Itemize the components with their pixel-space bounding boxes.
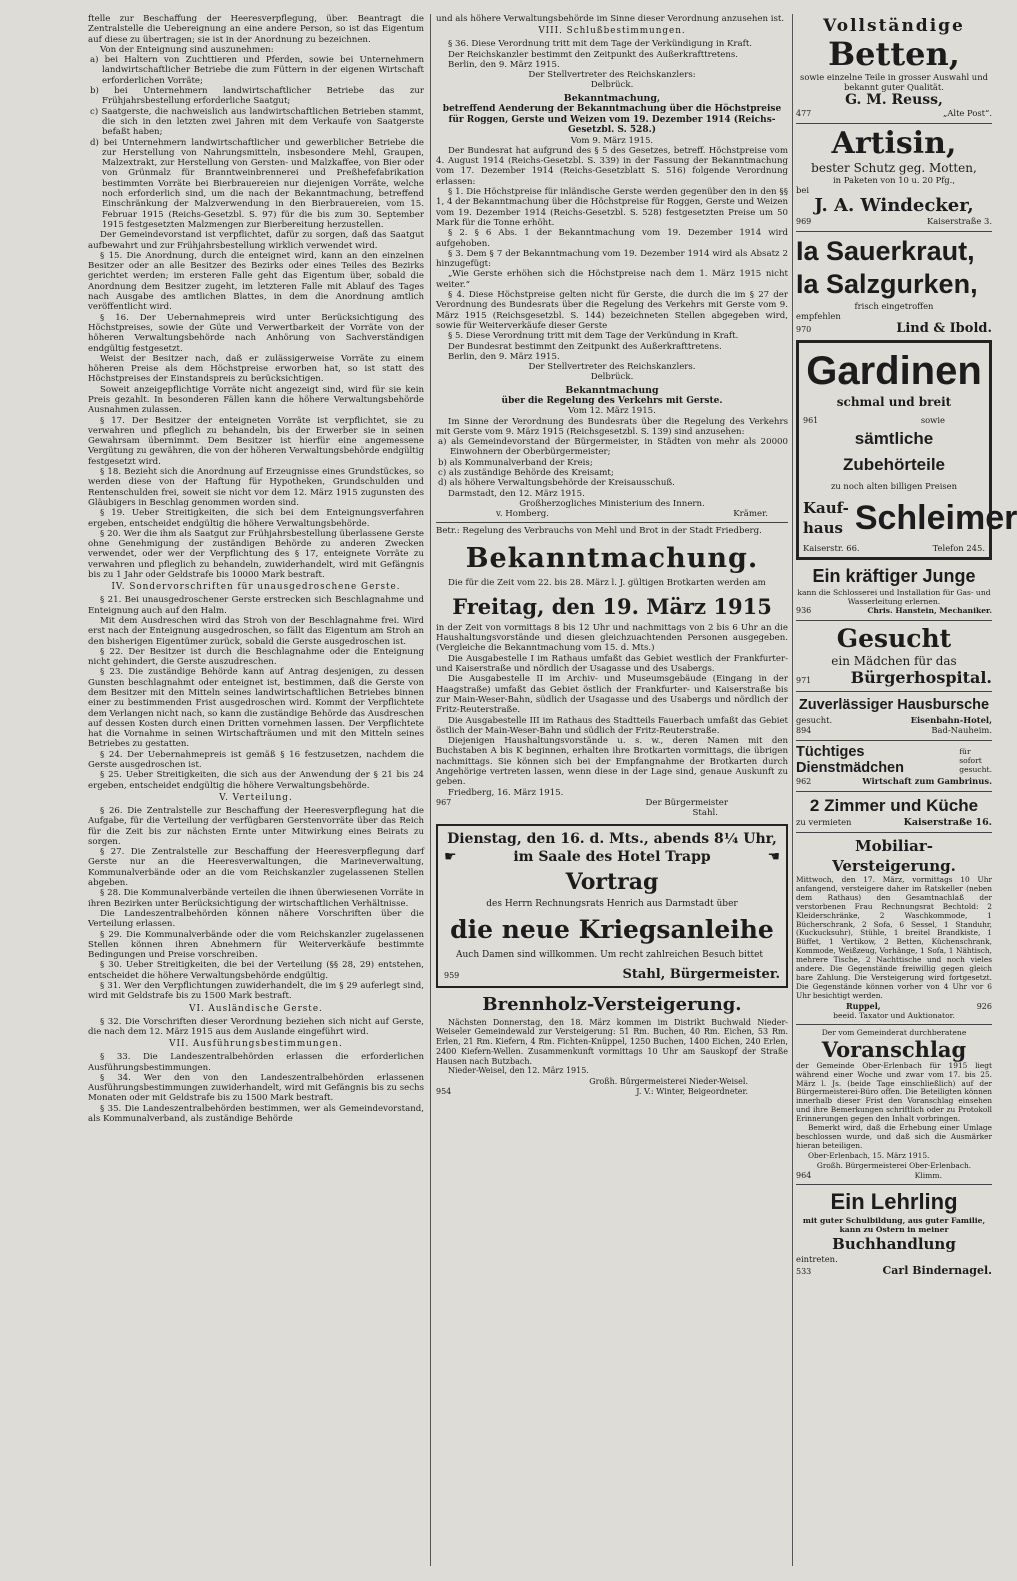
paragraph: § 35. Die Landeszentralbehörden bestimmen, wer als Gemeindevorstand, als Kommunalverband, als zuständige Behörde bbox=[88, 1103, 424, 1124]
lecture-topic: die neue Kriegsanleihe bbox=[450, 915, 774, 945]
signature: Stahl. bbox=[692, 807, 718, 818]
paragraph: Im Sinne der Verordnung des Bundesrats über die Regelung des Verkehrs mit Gerste vom 9. März 1915 (Reichsgesetzbl. S. 139) sind anzusehen: bbox=[436, 416, 788, 437]
ad-address: „Alte Post“. bbox=[943, 108, 992, 118]
ad-firm-row bbox=[803, 497, 1017, 539]
ad-firm: Wirtschaft zum Gambrinus. bbox=[862, 776, 992, 786]
ad-firm-prefix-line: haus bbox=[803, 519, 843, 537]
ad-number: 477 bbox=[796, 109, 812, 118]
paragraph: Weist der Besitzer nach, daß er zulässigerweise Vorräte zu einem höheren Preise als dem Höchstpreise erworben hat, so ist statt des Höchstpreises der Einstandspreis zu berücksichtigen. bbox=[88, 353, 424, 385]
paragraph: § 2. § 6 Abs. 1 der Bekanntmachung vom 19. Dezember 1914 wird aufgehoben. bbox=[436, 228, 788, 249]
signature-title: Der Bürgermeister bbox=[645, 797, 728, 808]
column-rule-1 bbox=[430, 14, 431, 1566]
ad-footer bbox=[796, 1264, 992, 1277]
paragraph: § 16. Der Uebernahmepreis wird unter Berücksichtigung des Höchstpreises, sowie der Güte und Verwertbarkeit der Vorräte von der höheren Verwaltungsbehörde nach Anhörung von Sachverständigen endgültig festgesetzt. bbox=[88, 312, 424, 354]
paragraph: Auch Damen sind willkommen. Um recht zahlreichen Besuch bittet bbox=[456, 950, 764, 961]
list-item: b) als Kommunalverband der Kreis; bbox=[438, 457, 593, 468]
paragraph: Der Reichskanzler bestimmt den Zeitpunkt des Außerkrafttretens. bbox=[448, 49, 739, 60]
ad-number: 969 bbox=[796, 217, 812, 226]
ad-title: Ein kräftiger Junge bbox=[812, 566, 976, 586]
ad-number: 967 bbox=[436, 797, 452, 807]
paragraph: Die Landeszentralbehörden können nähere Vorschriften über die Verteilung erlassen. bbox=[88, 908, 424, 930]
paragraph: und als höhere Verwaltungsbehörde im Sinne dieser Verordnung anzusehen ist. bbox=[436, 14, 785, 24]
divider bbox=[796, 1184, 992, 1185]
ad-footer bbox=[796, 817, 992, 828]
paragraph: § 19. Ueber Streitigkeiten, die sich bei dem Enteignungsverfahren ergeben, entscheidet endgültig die höhere Verwaltungsbehörde. bbox=[88, 508, 424, 529]
paragraph: Der Gemeindevorstand ist verpflichtet, dafür zu sorgen, daß das Saatgut aufbewahrt und zur Frühjahrsbestellung wirklich verwendet wird. bbox=[88, 230, 424, 251]
column-3-ads bbox=[796, 14, 1017, 1566]
paragraph: Der Bundesrat bestimmt den Zeitpunkt des Außerkrafttretens. bbox=[448, 341, 722, 352]
signature: Delbrück. bbox=[590, 372, 634, 383]
notice-title: Bekanntmachung, bbox=[563, 92, 661, 104]
ad-betten bbox=[796, 16, 992, 119]
paragraph: § 3. Dem § 7 der Bekanntmachung vom 19. Dezember 1914 wird als Absatz 2 hinzugefügt: bbox=[436, 248, 788, 270]
ad-footer bbox=[796, 216, 992, 227]
ad-text: mit guter Schulbildung, aus guter Familie, kann zu Ostern in meiner bbox=[802, 1216, 986, 1235]
list-item: a) als Gemeindevorstand der Bürgermeister, in Städten von mehr als 20000 Einwohnern der Oberbürgermeister; bbox=[438, 437, 788, 458]
section-heading: VII. Ausführungsbestimmungen. bbox=[169, 1039, 343, 1050]
section-heading: IV. Sondervorschriften für unausgedroschene Gerste. bbox=[111, 582, 401, 593]
paragraph: § 1. Die Höchstpreise für inländische Gerste werden gegenüber den in den §§ 1, 4 der Bekanntmachung über die Höchstpreise für Roggen, Gerste und Weizen vom 19. Dezember 1914 (Reichs-Gesetzbl. S. 528) festgesetzten Preise um 50 Mark für die Tonne erhöht. bbox=[436, 187, 788, 228]
paragraph: § 22. Der Besitzer ist durch die Beschlagnahme oder die Enteignung nicht gehindert, die Gerste auszudreschen. bbox=[88, 646, 424, 668]
ad-text: empfehlen bbox=[796, 311, 841, 321]
lecture-title: Vortrag bbox=[565, 869, 659, 896]
paragraph: § 29. Die Kommunalverbände oder die vom Reichskanzler zugelassenen Stellen können ihren Abnehmern für Weiterverkäufe bestimmte Bedingungen und Preise vorschreiben. bbox=[88, 929, 424, 961]
ad-footer bbox=[803, 543, 985, 553]
notice-headline: Bekanntmachung. bbox=[465, 542, 759, 574]
paragraph: „Wie Gerste erhöhen sich die Höchstpreise nach dem 1. März 1915 nicht weiter.“ bbox=[436, 269, 788, 290]
signature-title: Der Stellvertreter des Reichskanzlers. bbox=[528, 362, 696, 373]
divider bbox=[796, 1024, 992, 1025]
ad-row bbox=[796, 715, 992, 725]
ad-number: 926 bbox=[976, 1001, 992, 1011]
ad-text: sowie bbox=[920, 415, 945, 425]
ad-zimmer bbox=[796, 795, 992, 828]
column-1 bbox=[88, 14, 424, 1566]
ad-title: Tüchtiges Dienstmädchen bbox=[796, 744, 904, 776]
ad-footer bbox=[796, 321, 992, 336]
ad-footer bbox=[796, 668, 992, 687]
ad-title: Betten, bbox=[828, 35, 960, 73]
ad-gesucht bbox=[796, 624, 992, 687]
ad-dienstmaedchen bbox=[796, 744, 992, 787]
ad-text: der Gemeinde Ober-Erlenbach für 1915 liegt während einer Woche und zwar vom 17. bis 25. März l. Js. (beide Tage einschließlich) auf der Bürgermeisterei-Büro offen. Die Beteiligten können innerhalb dieser Frist den Voranschlag einsehen und ihre Bemerkungen schriftlich oder zu Protokoll Erinnerungen gegen den Inhalt vorbringen. bbox=[796, 1060, 992, 1124]
ad-title: Ia Sauerkraut, bbox=[796, 236, 975, 266]
ad-text: bester Schutz geg. Motten, bbox=[811, 161, 977, 175]
ad-phone: Telefon 245. bbox=[932, 543, 985, 553]
ad-text: Bemerkt wird, daß die Erhebung einer Umlage beschlossen wurde, und daß sich die Ausmärker hieran beteiligen. bbox=[796, 1123, 992, 1150]
ad-address: Kaiserstraße 3. bbox=[926, 216, 992, 226]
ad-firm: Carl Bindernagel. bbox=[882, 1264, 992, 1278]
ad-firm: Bürgerhospital. bbox=[850, 668, 992, 687]
ad-footer bbox=[796, 1171, 992, 1180]
paragraph: § 27. Die Zentralstelle zur Beschaffung der Heeresverpflegung darf Gerste nur an die Heeresverwaltungen, die Marineverwaltung, Kommunalverbände oder an die vom Reichskanzler zugelassenen Stellen abgeben. bbox=[88, 847, 424, 889]
notice-date-headline: Freitag, den 19. März 1915 bbox=[452, 593, 772, 619]
paragraph: Die Ausgabestelle III im Rathaus des Stadtteils Fauerbach umfaßt das Gebiet östlich der Main-Weser-Bahn und südlich der Fritz-Reuterstraße. bbox=[436, 715, 788, 736]
paragraph: Der Bundesrat hat aufgrund des § 5 des Gesetzes, betreff. Höchstpreise vom 4. August 1914 (Reichs-Gesetzbl. S. 339) in der Fassung der Bekanntmachung vom 17. Dezember 1914 (Reichs-Gesetzblatt S. 516) folgende Verordnung erlassen: bbox=[436, 145, 788, 187]
paragraph: Mit dem Ausdreschen wird das Stroh von der Beschlagnahme frei. Wird erst nach der Enteignung ausgedroschen, so fällt das Eigentum am Stroh an den bisherigen Eigentümer zurück, sobald die Gerste ausgedroschen ist. bbox=[88, 615, 424, 647]
ad-text: Ober-Erlenbach, 15. März 1915. bbox=[808, 1150, 930, 1160]
pointing-hand-icon: ☚ bbox=[767, 849, 780, 866]
ad-hausbursche bbox=[796, 695, 992, 736]
ad-title: Ia Salzgurken, bbox=[796, 269, 978, 299]
section-heading: V. Verteilung. bbox=[219, 792, 293, 803]
lecture-speaker: des Herrn Rechnungsrats Henrich aus Darmstadt über bbox=[486, 899, 738, 910]
ad-text: für sofort gesucht. bbox=[959, 746, 993, 774]
divider bbox=[796, 791, 992, 792]
ad-text: zu vermieten bbox=[796, 817, 852, 827]
ad-firm-prefix-line: Kauf- bbox=[803, 499, 849, 517]
ad-address: Kaiserstr. 66. bbox=[803, 543, 860, 553]
ad-text: zu noch alten billigen Preisen bbox=[830, 481, 958, 491]
paragraph: § 21. Bei unausgedroschener Gerste erstrecken sich Beschlagnahme und Enteignung auch auf den Halm. bbox=[88, 595, 424, 616]
ad-title: Gardinen bbox=[806, 349, 982, 393]
ad-firm: Klimm. bbox=[914, 1171, 942, 1181]
ad-number: 936 bbox=[796, 606, 812, 615]
ad-title: Mobiliar-Versteigerung. bbox=[832, 837, 956, 875]
column-rule-2 bbox=[792, 14, 793, 1566]
paragraph: § 4. Diese Höchstpreise gelten nicht für Gerste, die durch die im § 27 der Verordnung des Bundesrats über die Regelung des Verkehrs mit Gerste vom 9. März 1915 (Reichsgesetzbl. S. 144) bezeichneten Stellen abgegeben wird, sowie für Weiterverkäufe dieser Gerste bbox=[436, 290, 788, 331]
divider bbox=[796, 231, 992, 232]
ad-subtitle: schmal und breit bbox=[836, 395, 952, 409]
paragraph: § 15. Die Anordnung, durch die enteignet wird, kann an den einzelnen Besitzer oder an alle Besitzer des Bezirks oder eines Teiles des Bezirks gerichtet werden; im ersteren Falle geht das Eigentum über, sobald die Anordnung dem Besitzer zugeht, im letzteren Falle mit Ablauf des Tages nach Ausgabe des amtlichen Blattes, in dem die Anordnung amtlich veröffentlicht wird. bbox=[88, 250, 424, 313]
paragraph: Die für die Zeit vom 22. bis 28. März l. J. gültigen Brotkarten werden am bbox=[448, 577, 766, 588]
ad-lehrling bbox=[796, 1188, 992, 1277]
ad-firm-prefix bbox=[803, 498, 849, 538]
ad-number: 962 bbox=[796, 777, 812, 786]
ad-firm: Lind & Ibold. bbox=[896, 321, 992, 336]
ad-junge bbox=[796, 564, 992, 616]
notice-date: Vom 12. März 1915. bbox=[568, 406, 656, 417]
ad-number: 970 bbox=[796, 325, 812, 334]
ad-number: 961 bbox=[803, 416, 819, 425]
divider bbox=[796, 691, 992, 692]
paragraph: § 24. Der Uebernahmepreis ist gemäß § 16 festzusetzen, nachdem die Gerste ausgedroschen ist. bbox=[88, 749, 424, 771]
paragraph: Nächsten Donnerstag, den 18. März kommen im Distrikt Buchwald Nieder-Weiseler Gemeindewald zur Versteigerung: 51 Rm. Buchen, 40 Rm. Eichen, 53 Rm. Erlen, 21 Rm. Kiefern, 4 Rm. Fichten-Knüppel, 1250 Buchen, 1400 Eichen, 240 Erlen, 2400 Kiefern-Wellen. Zusammenkunft vormittags 10 Uhr am Sauskopf der Straße Hausen nach Butzbach. bbox=[436, 1017, 788, 1066]
ad-firm: Ruppel, bbox=[846, 1000, 881, 1011]
signature-row bbox=[444, 967, 780, 982]
ad-footer bbox=[796, 776, 992, 787]
ad-sauerkraut bbox=[796, 235, 992, 336]
section-heading: VI. Ausländische Gerste. bbox=[189, 1003, 323, 1014]
notice-title: Bekanntmachung bbox=[565, 384, 659, 396]
ad-title: Ein Lehrling bbox=[830, 1189, 958, 1215]
paragraph: § 31. Wer den Verpflichtungen zuwiderhandelt, die im § 29 auferlegt sind, wird mit Geldstrafe bis zu 1500 Mark bestraft. bbox=[88, 981, 424, 1002]
ad-address: Kaiserstraße 16. bbox=[903, 817, 992, 828]
date-line: Berlin, den 9. März 1915. bbox=[448, 59, 560, 70]
ad-text: Mittwoch, den 17. März, vormittags 10 Uhr anfangend, versteigere daher im Ratskeller (neben dem Rathaus) den Gesamtnachlaß der verstorbenen Frau Rechnungsrat Bechtold: 2 Kleiderschränke, 2 Waschkommode, 1 Bücherschrank, 2 Sofa, 6 Sessel, 1 Standuhr, (Kuckucksuhr), Stühle, 1 breitel Brandkiste, 1 Büffet, 1 Vertikow, 2 Betten, Küchenschrank, Kommode, Weißzeug, Vorhänge, 1 Sofa, 1 Nähtisch, mehrere Tische, 2 Nachttische und noch vieles andere. Die Gegenstände freiwillig gegen gleich bare Zahlung. Die Versteigerung wird fortgesetzt. Die Gegenstände können vorher von 4 Uhr vor 6 Uhr besichtigt werden. bbox=[796, 875, 992, 1000]
list-item: b) bei Unternehmern landwirtschaftlicher Betriebe das zur Frühjahrsbestellung erforderliche Saatgut; bbox=[90, 86, 424, 107]
column-2 bbox=[436, 14, 788, 1566]
paragraph: § 20. Wer die ihm als Saatgut zur Frühjahrsbestellung überlassene Gerste ohne Genehmigung der zuständigen Behörde zu anderen Zwecken verwendet, oder wer der Verpflichtung des § 17, enteignete Vorräte zu verwahren und pfleglich zu behandeln, zuwiderhandelt, wird mit Gefängnis bis zu 1 Jahr oder Geldstrafe bis 10000 Mark bestraft. bbox=[88, 528, 424, 581]
ad-number: 964 bbox=[796, 1171, 812, 1181]
paragraph: in der Zeit von vormittags 8 bis 12 Uhr und nachmittags von 2 bis 6 Uhr an die Haushaltungsvorstände und diesen gleichzuachtenden Personen ausgegeben. (Vergleiche die Bekanntmachung vom 15. d. Mts.) bbox=[436, 622, 788, 654]
signature: v. Homberg. bbox=[496, 509, 550, 520]
list-item: d) als höhere Verwaltungsbehörde der Kreisausschuß. bbox=[438, 478, 675, 489]
ad-firm: Schleimer bbox=[854, 499, 1017, 537]
ad-number: 971 bbox=[796, 676, 812, 685]
paragraph: Diejenigen Haushaltungsvorstände u. s. w., deren Namen mit den Buchstaben A bis K beginnen, erhalten ihre Brotkarten vormittags, die übrigen nachmittags. Sie können sich bei der Empfangnahme der Brotkarten durch Angehörige vertreten lassen, wenn diese in der Lage sind, genaue Auskunft zu geben. bbox=[436, 736, 788, 788]
notice-subtitle: über die Regelung des Verkehrs mit Gerste. bbox=[501, 396, 723, 406]
list-item: c) Saatgerste, die nachweislich aus landwirtschaftlichen Betrieben stammt, die sich in den letzten zwei Jahren mit dem Verkaufe von Saatgerste befaßt haben; bbox=[90, 106, 424, 138]
divider bbox=[796, 620, 992, 621]
ad-text: ein Mädchen für das bbox=[831, 654, 957, 668]
ad-text: Der vom Gemeinderat durchberatene bbox=[821, 1027, 967, 1037]
ad-mobiliar bbox=[796, 836, 992, 1020]
divider bbox=[436, 522, 788, 523]
ad-subtitle: Buchhandlung bbox=[832, 1235, 956, 1254]
ad-number: 533 bbox=[796, 1267, 812, 1277]
paragraph: § 34. Wer den von den Landeszentralbehörden erlassenen Ausführungsbestimmungen zuwiderhandelt, wird mit Gefängnis bis zu sechs Monaten oder mit Geldstrafe bis zu 1500 Mark bestraft. bbox=[88, 1072, 424, 1104]
auction-title: Brennholz-Versteigerung. bbox=[482, 993, 742, 1015]
signature-row bbox=[436, 798, 788, 808]
ad-text: sämtliche Zubehörteile bbox=[842, 429, 945, 474]
signature: Krämer. bbox=[733, 509, 768, 520]
list-item: c) als zuständige Behörde des Kreisamt; bbox=[438, 468, 614, 479]
paragraph: § 25. Ueber Streitigkeiten, die sich aus der Anwendung der § 21 bis 24 ergeben, entscheidet endgültig die höhere Verwaltungsbehörde. bbox=[88, 770, 424, 791]
date-line: Nieder-Weisel, den 12. März 1915. bbox=[448, 1066, 589, 1076]
paragraph: § 30. Ueber Streitigkeiten, die bei der Verteilung (§§ 28, 29) entstehen, entscheidet die höhere Verwaltungsbehörde endgültig. bbox=[88, 960, 424, 981]
paragraph: § 33. Die Landeszentralbehörden erlassen die erforderlichen Ausführungsbestimmungen. bbox=[88, 1052, 424, 1073]
ad-footer bbox=[796, 108, 992, 119]
paragraph: § 18. Bezieht sich die Anordnung auf Erzeugnisse eines Grundstückes, so werden diese von der Haftung für Hypotheken, Grundschulden und Rentenschulden frei, soweit sie nicht vor dem 12. März 1915 zugunsten des Gläubigers in Beschlag genommen worden sind. bbox=[88, 467, 424, 508]
date-line: Friedberg, 16. März 1915. bbox=[448, 787, 564, 798]
paragraph: Die Ausgabestelle II im Archiv- und Museumsgebäude (Eingang in der Haagstraße) umfaßt das Gebiet östlich der Frankfurter- und Kaiserstraße bis zur Main-Weser-Bahn, südlich der Usagasse und des Usabergs und nördlich der Fritz-Reuterstraße. bbox=[436, 674, 788, 716]
list-item: d) bei Unternehmern landwirtschaftlicher und gewerblicher Betriebe die zur Herstellung von Nahrungsmitteln, insbesondere Mehl, Graupen, Malzextrakt, zur Herstellung von Gersten- und Malzkaffee, von Bier oder von Grünmalz für Branntweinbrennerei und Preßhefefabrikation bestimmten Vorräte bei Bierbrauereien nur diejenigen Vorräte, welche noch erforderlich sind, um die nach der Bekanntmachung, betreffend Einschränkung der Malzverwendung in den Bierbrauereien, vom 15. Februar 1915 (Reichs-Gesetzbl. S. 97) für die bis zum 30. September 1915 festgesetzten Malzmengen zur Bierbereitung herzustellen. bbox=[90, 137, 424, 230]
signature-title: Der Stellvertreter des Reichskanzlers: bbox=[528, 70, 696, 81]
lecture-place: im Saale des Hotel Trapp bbox=[513, 849, 711, 866]
signature: Stahl, Bürgermeister. bbox=[622, 966, 780, 982]
divider bbox=[796, 123, 992, 124]
ad-text: eintreten. bbox=[796, 1254, 838, 1265]
paragraph: Soweit anzeigepflichtige Vorräte nicht angezeigt sind, wird für sie kein Preis gezahlt. In besonderen Fällen kann die höhere Verwaltungsbehörde Ausnahmen zulassen. bbox=[88, 384, 424, 416]
ad-pretitle: Vollständige bbox=[823, 16, 965, 36]
ad-number: 894 bbox=[796, 726, 812, 735]
ad-title: Zuverlässiger Hausbursche bbox=[798, 697, 990, 713]
paragraph: § 17. Der Besitzer der enteigneten Vorräte ist verpflichtet, sie zu verwahren und pfleglich zu behandeln, bis der Erwerber sie in seinen Gewahrsam übernimmt. Dem Besitzer ist hierfür eine angemessene Vergütung zu gewähren, die von der höheren Verwaltungsbehörde endgültig festgesetzt wird. bbox=[88, 415, 424, 467]
lecture-place-row bbox=[444, 849, 780, 865]
notice-date: Vom 9. März 1915. bbox=[570, 135, 654, 146]
ad-firm: J. A. Windecker, bbox=[814, 195, 974, 216]
paragraph: Von der Enteignung sind auszunehmen: bbox=[100, 44, 274, 55]
signature-row bbox=[436, 1087, 788, 1096]
ad-title-row bbox=[796, 744, 992, 776]
signature-row bbox=[436, 509, 788, 519]
paragraph: § 5. Diese Verordnung tritt mit dem Tage der Verkündung in Kraft. bbox=[448, 331, 739, 342]
date-line: Berlin, den 9. März 1915. bbox=[448, 351, 560, 362]
ad-row bbox=[803, 415, 985, 426]
ad-text: kann die Schlosserei und Installation für Gas- und Wasserleitung erlernen. bbox=[797, 588, 991, 606]
lecture-ad bbox=[436, 824, 788, 987]
ad-footer bbox=[796, 1001, 992, 1011]
paragraph: § 36. Diese Verordnung tritt mit dem Tage der Verkündigung in Kraft. bbox=[448, 39, 753, 50]
paragraph: ftelle zur Beschaffung der Heeresverpflegung, über. Beantragt die Zentralstelle die Uebereignung an eine andere Person, so ist das Eigentum auf diese zu übertragen; sie ist in der Anordnung zu bezeichnen. bbox=[88, 14, 424, 45]
ad-text: in Paketen von 10 u. 20 Pfg., bbox=[832, 175, 955, 185]
signature-title: Großh. Bürgermeisterei Nieder-Weisel. bbox=[589, 1076, 748, 1086]
notice-subtitle: betreffend Aenderung der Bekanntmachung über die Höchstpreise für Roggen, Gerste und Weizen vom 19. Dezember 1914 (Reichs-Gesetzbl. S. 528.) bbox=[442, 104, 782, 136]
ad-firm: G. M. Reuss, bbox=[845, 92, 943, 108]
paragraph: § 26. Die Zentralstelle zur Beschaffung der Heeresverpflegung hat die Aufgabe, für die Verteilung der verfügbaren Gerstenvorräte über das Reich für die Zeit bis zur nächsten Ernte unter Mitwirkung eines Beirats zu sorgen. bbox=[88, 805, 424, 847]
paragraph: Die Ausgabestelle I im Rathaus umfaßt das Gebiet westlich der Frankfurter- und Kaiserstraße und nördlich der Usagasse und des Usabergs. bbox=[436, 653, 788, 675]
ad-text: sowie einzelne Teile in grosser Auswahl und bekannt guter Qualität. bbox=[800, 72, 988, 92]
divider bbox=[796, 740, 992, 741]
date-line: Darmstadt, den 12. März 1915. bbox=[448, 488, 585, 499]
ad-voranschlag bbox=[796, 1028, 992, 1181]
ad-gardinen bbox=[796, 340, 1017, 560]
ad-footer bbox=[796, 725, 992, 736]
ad-firm: Chris. Hanstein, Mechaniker. bbox=[867, 606, 992, 615]
ad-title: Voranschlag bbox=[821, 1036, 967, 1062]
ad-number: 954 bbox=[436, 1087, 452, 1097]
signature-title: Großherzogliches Ministerium des Innern. bbox=[519, 498, 705, 509]
ad-text: gesucht. bbox=[796, 715, 833, 725]
divider bbox=[796, 832, 992, 833]
lecture-time: Dienstag, den 16. d. Mts., abends 8¼ Uhr, bbox=[447, 831, 777, 848]
paragraph: § 32. Die Vorschriften dieser Verordnung beziehen sich nicht auf Gerste, die nach dem 12. März 1915 aus dem Auslande eingeführt wird. bbox=[88, 1016, 424, 1037]
ad-text: frisch eingetroffen bbox=[854, 301, 934, 311]
pointing-hand-icon: ☛ bbox=[444, 849, 457, 866]
ad-artisin bbox=[796, 127, 992, 227]
signature: Delbrück. bbox=[590, 80, 634, 91]
paragraph: Betr.: Regelung des Verbrauchs von Mehl und Brot in der Stadt Friedberg. bbox=[436, 526, 762, 537]
ad-footer bbox=[796, 606, 992, 616]
paragraph: § 23. Die zuständige Behörde kann auf Antrag desjenigen, zu dessen Gunsten beschlagnahmt oder enteignet ist, bestimmen, daß die Gerste von dem Besitzer mit den Mitteln seines landwirtschaftlichen Betriebes binnen einer zu bestimmenden Frist ausgedroschen wird. Kommt der Verpflichtete dem Verlangen nicht nach, so kann die zuständige Behörde das Ausdreschen auf dessen Kosten durch einen Dritten vornehmen lassen. Der Verpflichtete hat die Vornahme in seinen Wirtschafträumen und mit den Mitteln seines Betriebes zu gestatten. bbox=[88, 667, 424, 750]
ad-title: Gesucht bbox=[836, 624, 952, 653]
section-heading: VIII. Schlußbestimmungen. bbox=[538, 26, 686, 37]
signature: J. V.: Winter, Beigeordneter. bbox=[636, 1087, 748, 1097]
ad-text: Großh. Bürgermeisterei Ober-Erlenbach. bbox=[816, 1161, 972, 1171]
ad-text: bei bbox=[796, 185, 809, 195]
list-item: a) bei Haltern von Zuchttieren und Pferden, sowie bei Unternehmern landwirtschaftlicher Betriebe die zum Füttern in der eigenen Wirtschaft erforderlichen Vorräte; bbox=[90, 55, 424, 86]
ad-title: 2 Zimmer und Küche bbox=[809, 796, 979, 815]
ad-number: 959 bbox=[444, 970, 460, 980]
paragraph: § 28. Die Kommunalverbände verteilen die ihnen überwiesenen Vorräte in ihren Bezirken unter Berücksichtigung der wirtschaftlichen Verhältnisse. bbox=[88, 888, 424, 909]
ad-title: Artisin, bbox=[831, 126, 957, 161]
ad-address: Bad-Nauheim. bbox=[931, 725, 992, 735]
ad-text: beeid. Taxator und Auktionator. bbox=[833, 1010, 955, 1020]
ad-firm: Eisenbahn-Hotel, bbox=[910, 715, 992, 725]
